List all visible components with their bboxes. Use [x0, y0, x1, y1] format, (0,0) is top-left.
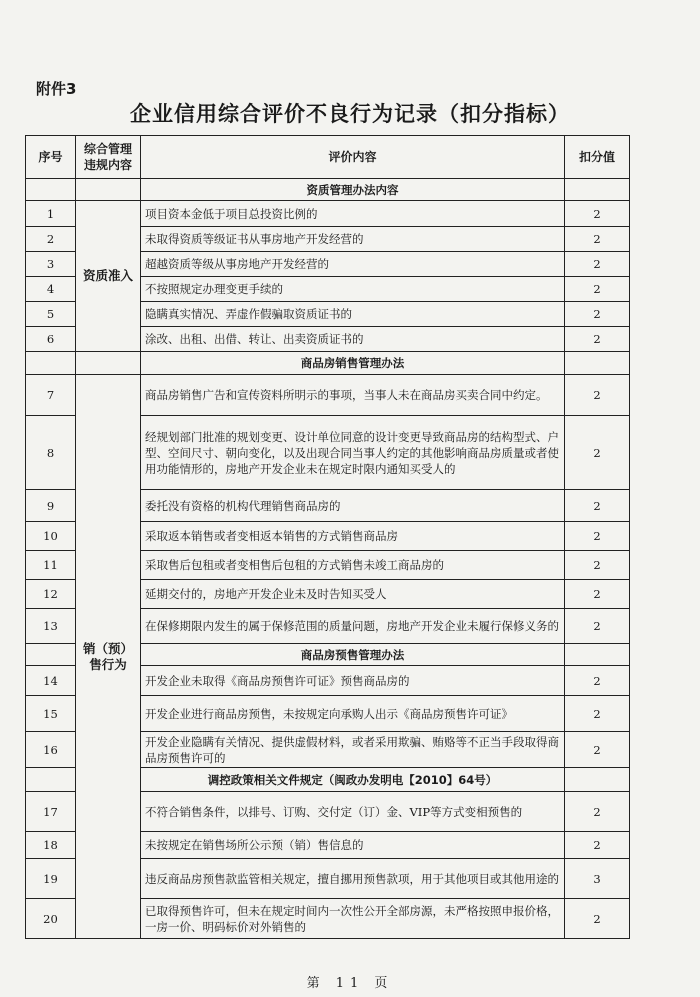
row-no: 17	[26, 792, 76, 832]
table-row	[26, 375, 630, 416]
section-title: 商品房预售管理办法	[141, 644, 565, 666]
row-content: 不符合销售条件，以排号、订购、交付定（订）金、VIP等方式变相预售的	[141, 792, 565, 832]
category-sales: 销（预）售行为	[76, 375, 141, 939]
row-no: 14	[26, 666, 76, 696]
row-content: 未按规定在销售场所公示预（销）售信息的	[141, 832, 565, 859]
header-score: 扣分值	[565, 136, 630, 179]
page-number: 第 11 页	[306, 976, 394, 991]
row-no: 20	[26, 899, 76, 939]
row-content: 不按照规定办理变更手续的	[141, 277, 565, 302]
row-score: 2	[565, 696, 630, 732]
row-content: 采取售后包租或者变相售后包租的方式销售未竣工商品房的	[141, 551, 565, 580]
row-content: 在保修期限内发生的属于保修范围的质量问题，房地产开发企业未履行保修义务的	[141, 609, 565, 644]
section-title: 资质管理办法内容	[141, 179, 565, 201]
row-content: 委托没有资格的机构代理销售商品房的	[141, 490, 565, 522]
row-no: 15	[26, 696, 76, 732]
row-no: 9	[26, 490, 76, 522]
row-no: 4	[26, 277, 76, 302]
row-score: 2	[565, 899, 630, 939]
category-qualification: 资质准入	[76, 201, 141, 352]
row-no: 12	[26, 580, 76, 609]
row-no: 11	[26, 551, 76, 580]
row-score: 2	[565, 302, 630, 327]
header-no: 序号	[26, 136, 76, 179]
row-score: 2	[565, 490, 630, 522]
row-score: 2	[565, 227, 630, 252]
row-content: 项目资本金低于项目总投资比例的	[141, 201, 565, 227]
table-header-row	[26, 136, 630, 179]
row-no: 13	[26, 609, 76, 644]
row-no: 18	[26, 832, 76, 859]
section-row	[26, 179, 630, 201]
row-score: 2	[565, 832, 630, 859]
table-row	[26, 201, 630, 227]
row-score: 2	[565, 732, 630, 768]
row-no: 6	[26, 327, 76, 352]
row-no: 10	[26, 522, 76, 551]
row-score: 2	[565, 609, 630, 644]
row-no: 3	[26, 252, 76, 277]
row-no: 1	[26, 201, 76, 227]
row-content: 经规划部门批准的规划变更、设计单位同意的设计变更导致商品房的结构型式、户型、空间尺寸、朝向变化，以及出现合同当事人约定的其他影响商品房质量或者使用功能情形的，房地产开发企业未在规定时限内通知买受人的	[141, 416, 565, 490]
page-title: 企业信用综合评价不良行为记录（扣分指标）	[130, 101, 570, 126]
row-content: 涂改、出租、出借、转让、出卖资质证书的	[141, 327, 565, 352]
row-score: 2	[565, 522, 630, 551]
row-content: 隐瞒真实情况、弄虚作假骗取资质证书的	[141, 302, 565, 327]
row-no: 8	[26, 416, 76, 490]
row-content: 延期交付的，房地产开发企业未及时告知买受人	[141, 580, 565, 609]
attachment-label: 附件3	[36, 80, 77, 98]
row-score: 2	[565, 201, 630, 227]
section-title: 调控政策相关文件规定（闽政办发明电【2010】64号）	[141, 768, 565, 792]
row-content: 超越资质等级从事房地产开发经营的	[141, 252, 565, 277]
row-score: 2	[565, 327, 630, 352]
row-score: 2	[565, 666, 630, 696]
row-content: 开发企业未取得《商品房预售许可证》预售商品房的	[141, 666, 565, 696]
row-no: 19	[26, 859, 76, 899]
row-score: 2	[565, 792, 630, 832]
row-no: 5	[26, 302, 76, 327]
header-content: 评价内容	[141, 136, 565, 179]
section-row	[26, 352, 630, 375]
row-score: 2	[565, 551, 630, 580]
row-content: 开发企业隐瞒有关情况、提供虚假材料，或者采用欺骗、贿赂等不正当手段取得商品房预售许可的	[141, 732, 565, 768]
section-title: 商品房销售管理办法	[141, 352, 565, 375]
row-score: 2	[565, 375, 630, 416]
row-no: 16	[26, 732, 76, 768]
row-score: 2	[565, 580, 630, 609]
row-score: 2	[565, 277, 630, 302]
row-content: 商品房销售广告和宣传资料所明示的事项，当事人未在商品房买卖合同中约定。	[141, 375, 565, 416]
row-content: 开发企业进行商品房预售，未按规定向承购人出示《商品房预售许可证》	[141, 696, 565, 732]
row-no: 7	[26, 375, 76, 416]
row-score: 2	[565, 252, 630, 277]
row-score: 3	[565, 859, 630, 899]
header-category: 综合管理违规内容	[76, 136, 141, 179]
row-content: 违反商品房预售款监管相关规定，擅自挪用预售款项，用于其他项目或其他用途的	[141, 859, 565, 899]
row-content: 未取得资质等级证书从事房地产开发经营的	[141, 227, 565, 252]
evaluation-table	[25, 135, 630, 939]
row-no: 2	[26, 227, 76, 252]
row-score: 2	[565, 416, 630, 490]
row-content: 已取得预售许可，但未在规定时间内一次性公开全部房源，未严格按照申报价格，一房一价、明码标价对外销售的	[141, 899, 565, 939]
row-content: 采取返本销售或者变相返本销售的方式销售商品房	[141, 522, 565, 551]
